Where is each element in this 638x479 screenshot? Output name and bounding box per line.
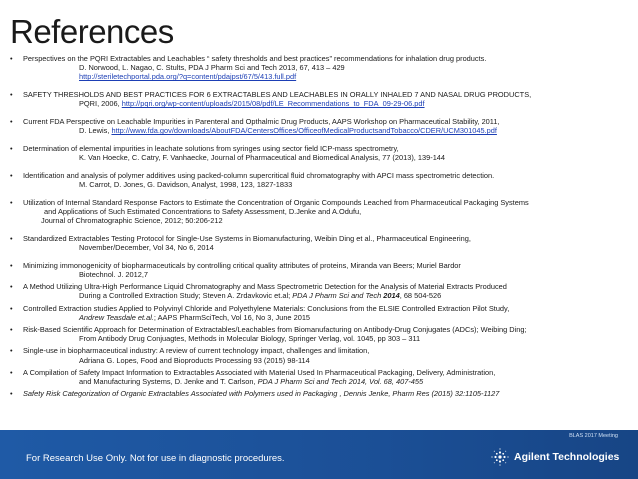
reference-link[interactable]: http://pqri.org/wp-content/uploads/2015/08/pdf/LE_Recommendations_to_FDA_09-29-06.pdf	[121, 99, 425, 109]
agilent-spark-icon	[490, 447, 510, 467]
bullet: •	[10, 143, 13, 153]
bullet: •	[10, 282, 13, 292]
company-name: Agilent Technologies	[514, 451, 620, 463]
bullet: •	[10, 170, 13, 180]
bullet: •	[10, 90, 13, 100]
bullet: •	[10, 197, 13, 207]
reference-item: • A Method Utilizing Ultra-High Performance Liquid Chromatography and Mass Spectrometric Detection for the Analysis of Material Extracts Produced During a Controlled Extraction Study; Steven A. Zrdavkovic et.al; PDA J Pharm Sci and Tech 2014, 68 504-526	[10, 282, 507, 301]
bullet: •	[10, 303, 13, 313]
company-logo	[490, 447, 619, 467]
reference-item: • Risk-Based Scientific Approach for Determination of Extractables/Leachables from Biomanufacturing on Antibody-Drug Conjugates (ADCs); Weibing Ding; From Antibody Drug Conjuagtes, Methods in Molecular Biology, Springer Verlag, vol. 1045, pp 303 – 311	[10, 324, 527, 344]
page-title: References	[10, 13, 174, 50]
reference-item: • SAFETY THRESHOLDS AND BEST PRACTICES FOR 6 EXTRACTABLES AND LEACHABLES IN ORALLY INHALED 7 AND NASAL DRUG PRODUCTS, PQRI, 2006, http://pqri.org/wp-content/uploads/2015/08/pdf/LE_Recommendations_to_FDA_09-29-06.pdf	[10, 90, 532, 109]
bullet: •	[10, 389, 13, 399]
reference-item: • Identification and analysis of polymer additives using packed-column supercritical fluid chromatography with APCI mass spectrometric detection. M. Carrot, D. Jones, G. Davidson, Analyst, 1998, 123, 1827-1833	[10, 170, 495, 190]
reference-item: • Utilization of Internal Standard Response Factors to Estimate the Concentration of Organic Compounds Leached from Pharmaceutical Packaging Systems and Applications of Such Estimated Concentrations to Safety Assessment, D.Jenke and A.Odufu, Journal of Chromatographic Science, 2012; 50:206-212	[10, 197, 529, 226]
bullet: •	[10, 346, 13, 356]
bullet: •	[10, 324, 13, 334]
reference-item: • Standardized Extractables Testing Protocol for Single-Use Systems in Biomanufacturing, Weibin Ding et al., Pharmaceutical Engineering, November/December, Vol 34, No 6, 2014	[10, 233, 471, 253]
reference-link[interactable]: http://steriletechportal.pda.org/?q=content/pdajpst/67/5/413.full.pdf	[79, 72, 297, 82]
reference-item: • Current FDA Perspective on Leachable Impurities in Parenteral and Opthalmic Drug Products, AAPS Workshop on Pharmaceutical Stability, 2011, D. Lewis, http://www.fda.gov/downloads/AboutFDA/CentersOffices/OfficeofMedicalProductsandTobacco/CDER/UCM301045.pdf	[10, 117, 500, 136]
bullet: •	[10, 233, 13, 243]
bullet: •	[10, 117, 13, 127]
meeting-label: BLAS 2017 Meeting	[569, 433, 618, 439]
footer-disclaimer: For Research Use Only. Not for use in diagnostic procedures.	[26, 453, 285, 464]
reference-item: • Determination of elemental impurities in leachate solutions from syringes using sector field ICP-mass spectrometry, K. Van Hoecke, C. Catry, F. Vanhaecke, Journal of Pharmaceutical and Biomedical Analysis, 77 (2013), 139-144	[10, 143, 446, 163]
bullet: •	[10, 367, 13, 377]
reference-item: • Perspectives on the PQRI Extractables and Leachables “ safety thresholds and best practices” recommendations for inhalation drug products. D. Norwood, L. Nagao, C. Stults, PDA J Pharm Sci and Tech 2013, 67, 413 – 429 http://steriletechportal.pda.org/?q=content/pdajpst/67/5/413.full.pdf	[10, 54, 487, 82]
reference-list	[10, 54, 630, 398]
bullet: •	[10, 54, 13, 63]
reference-item: • Controlled Extraction studies Applied to Polyvinyl Chloride and Polyethylene Materials: Conclusions from the ELSIE Controlled Extraction Pilot Study, Andrew Teasdale et.al.; AAPS PharmSciTech, Vol 16, No 3, June 2015	[10, 303, 510, 322]
reference-item: • Single-use in biopharmaceutical industry: A review of current technology impact, challenges and limitation, Adriana G. Lopes, Food and Bioproducts Processing 93 (2015) 98-114	[10, 346, 370, 365]
reference-item: • A Compilation of Safety Impact Information to Extractables Associated with Material Used In Pharmaceutical Packaging, Delivery, Administration, and Manufacturing Systems, D. Jenke and T. Carlson, PDA J Pharm Sci and Tech 2014, Vol. 68, 407-455	[10, 367, 496, 386]
reference-item: • Safety Risk Categorization of Organic Extractables Associated with Polymers used in Packaging , Dennis Jenke, Pharm Res (2015) 32:1105-1127	[10, 389, 500, 399]
reference-item: • Minimizing immonogenicity of biopharmaceuticals by controlling critical quality attributes of proteins, Miranda van Beers; Muriel Bardor Biotechnol. J. 2012,7	[10, 260, 461, 279]
reference-link[interactable]: http://www.fda.gov/downloads/AboutFDA/CentersOffices/OfficeofMedicalProductsandTobacco/CDER/UCM301045.pdf	[111, 126, 497, 136]
bullet: •	[10, 260, 13, 270]
